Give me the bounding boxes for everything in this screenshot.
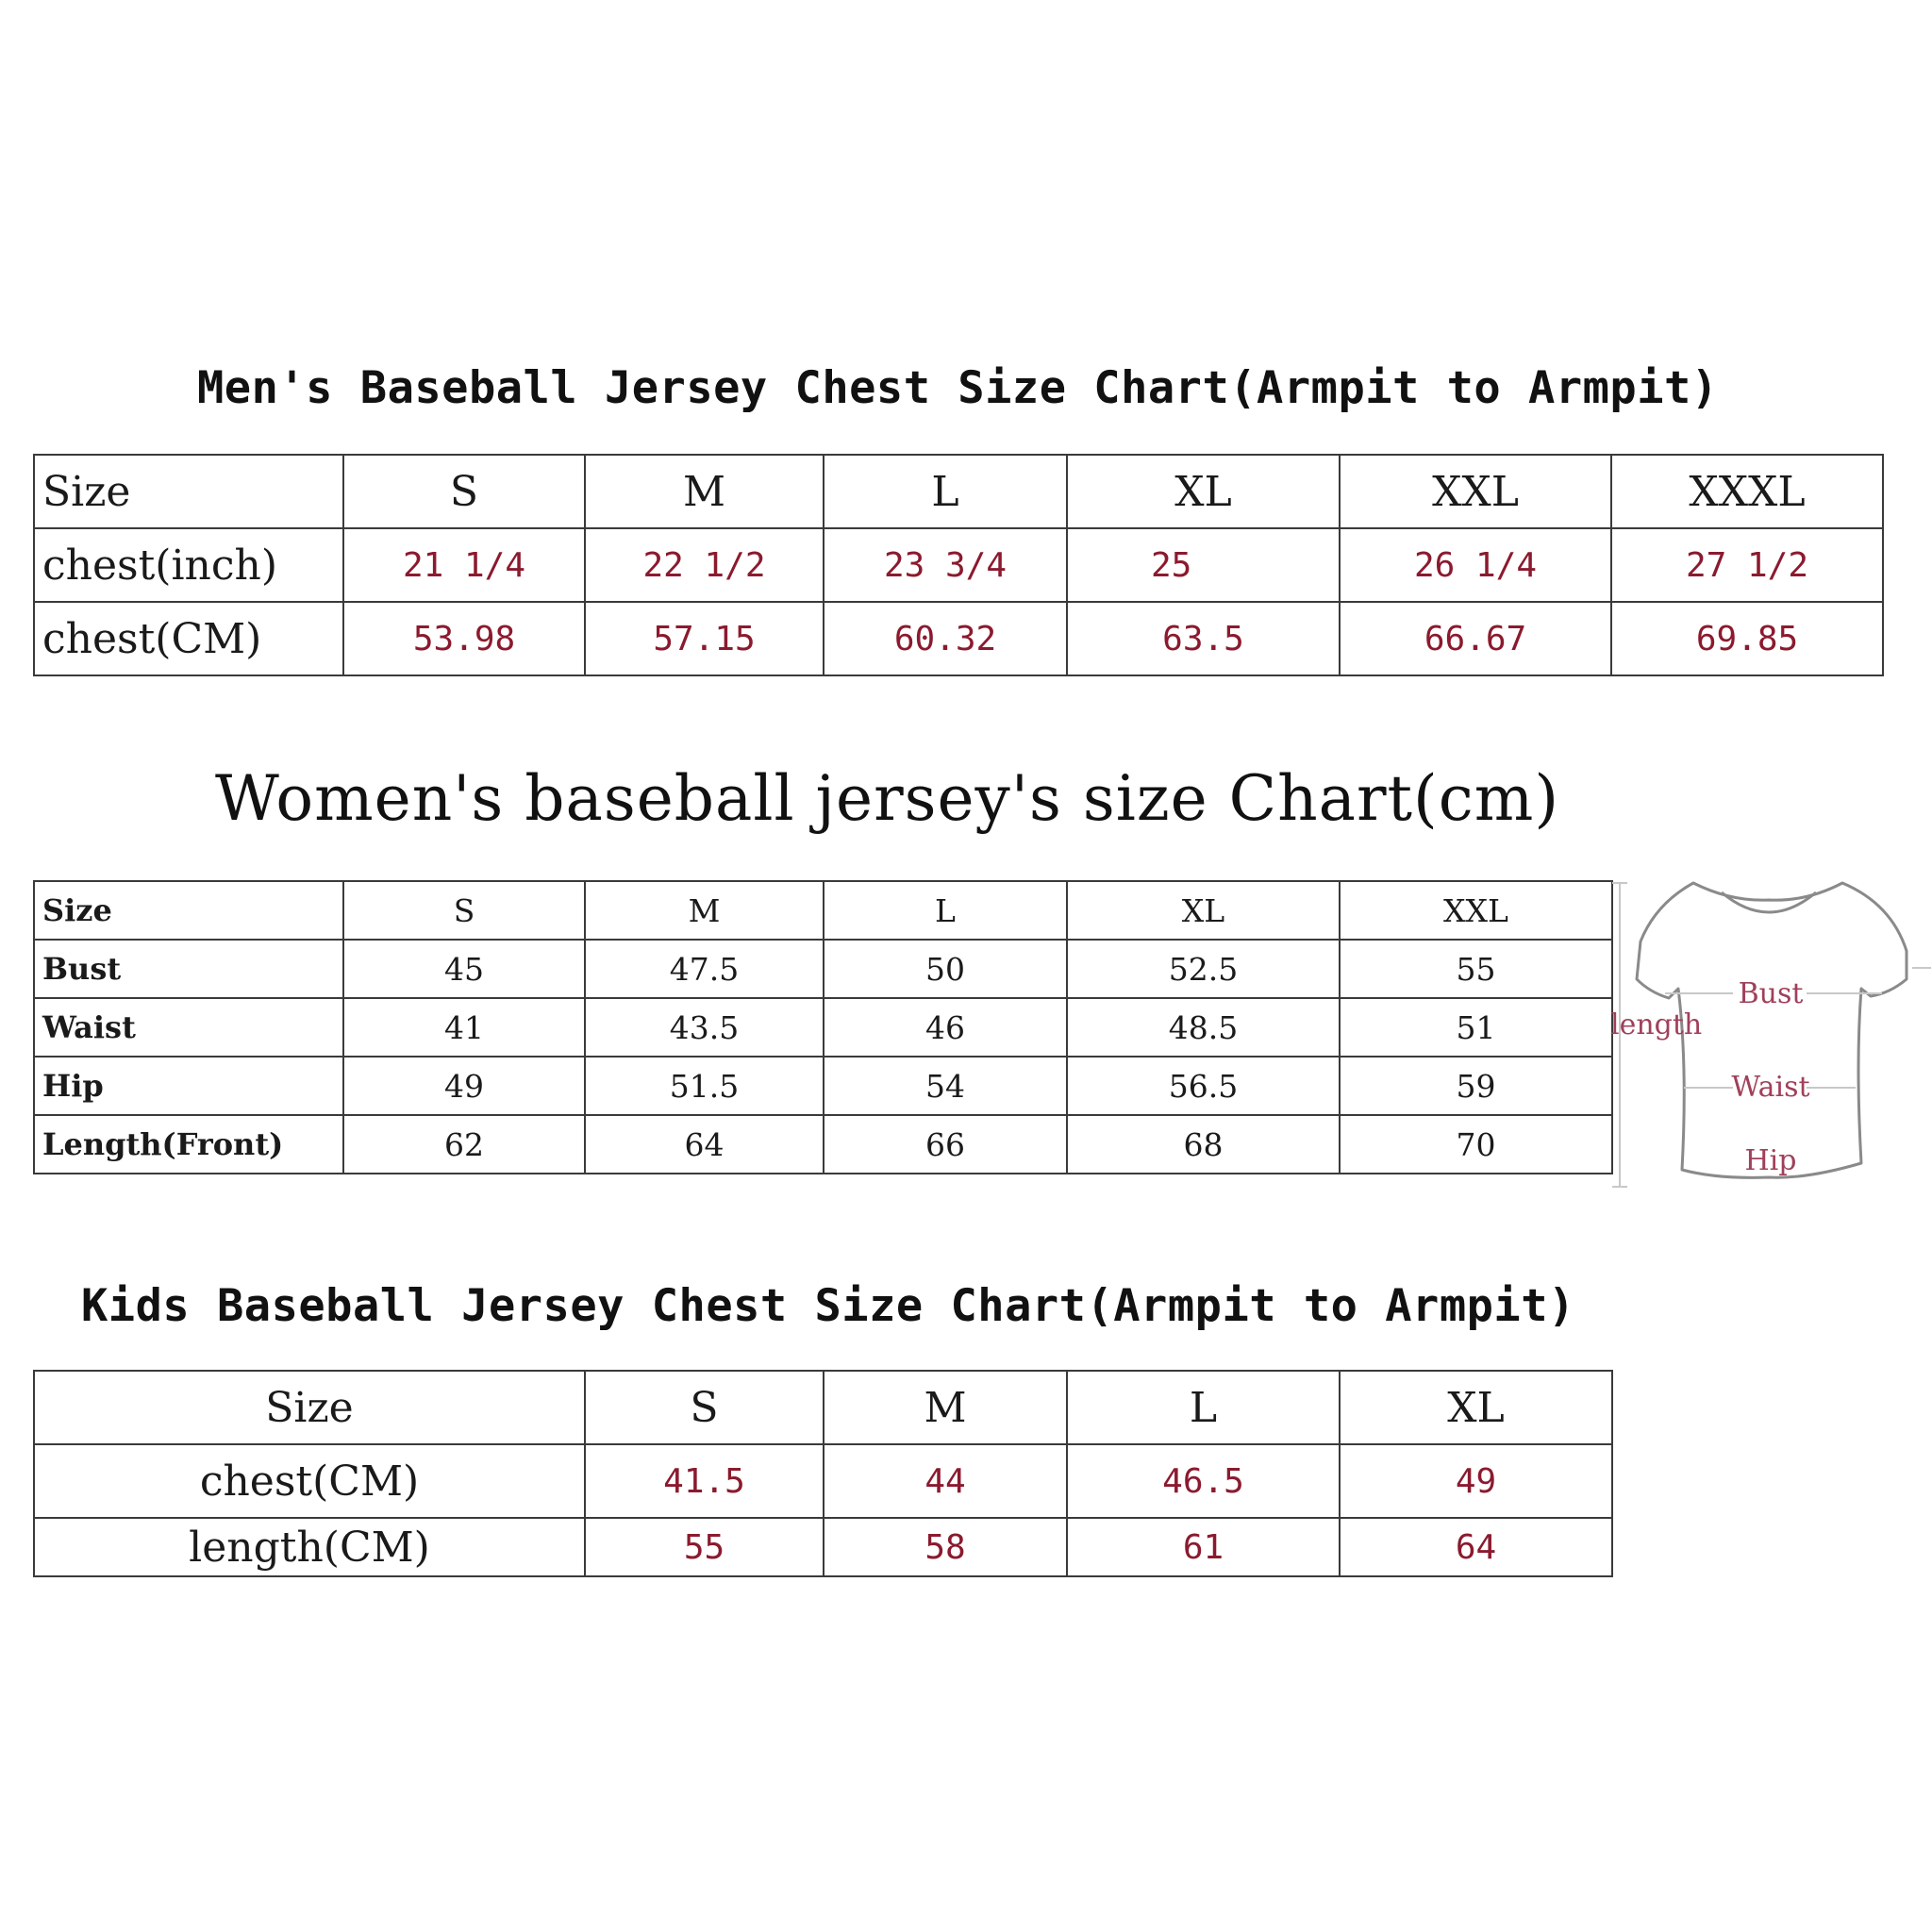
mens-chart-title: Men's Baseball Jersey Chest Size Chart(Armpit to Armpit)	[197, 362, 1719, 414]
length-label: length	[1610, 1008, 1703, 1041]
table-cell: 23 3/4	[824, 528, 1067, 602]
table-row	[34, 602, 1883, 675]
table-cell: 61	[1067, 1518, 1340, 1576]
table-cell: 62	[343, 1115, 585, 1174]
table-cell: 22 1/2	[585, 528, 824, 602]
row-label: Bust	[34, 940, 343, 998]
header-cell: XL	[1067, 455, 1340, 528]
womens-size-table	[33, 880, 1613, 1174]
table-cell: 56.5	[1067, 1057, 1340, 1115]
row-label: Waist	[34, 998, 343, 1057]
table-row	[34, 1518, 1612, 1576]
header-cell: XXL	[1340, 455, 1611, 528]
table-cell: 46.5	[1067, 1444, 1340, 1518]
row-label: chest(inch)	[34, 528, 343, 602]
header-cell: L	[824, 881, 1067, 940]
header-cell: XL	[1067, 881, 1340, 940]
womens-chart-title: Women's baseball jersey's size Chart(cm)	[215, 762, 1560, 835]
table-cell: 49	[1340, 1444, 1612, 1518]
header-cell: XXXL	[1611, 455, 1883, 528]
header-cell: M	[585, 455, 824, 528]
table-cell: 26 1/4	[1340, 528, 1611, 602]
table-cell: 51.5	[585, 1057, 824, 1115]
table-cell: 41	[343, 998, 585, 1057]
table-cell: 55	[585, 1518, 824, 1576]
waist-label: Waist	[1731, 1071, 1810, 1104]
table-cell: 48.5	[1067, 998, 1340, 1057]
table-cell: 45	[343, 940, 585, 998]
table-cell: 66	[824, 1115, 1067, 1174]
row-label: length(CM)	[34, 1518, 585, 1576]
table-cell: 25	[1067, 528, 1340, 602]
table-cell: 58	[824, 1518, 1067, 1576]
table-header-row	[34, 881, 1612, 940]
table-cell: 53.98	[343, 602, 585, 675]
table-cell: 49	[343, 1057, 585, 1115]
header-cell: S	[585, 1371, 824, 1444]
hip-label: Hip	[1744, 1144, 1797, 1177]
row-label: chest(CM)	[34, 1444, 585, 1518]
table-row	[34, 998, 1612, 1057]
table-cell: 55	[1340, 940, 1612, 998]
table-cell: 60.32	[824, 602, 1067, 675]
table-cell: 64	[1340, 1518, 1612, 1576]
header-cell: L	[824, 455, 1067, 528]
table-row	[34, 1444, 1612, 1518]
table-cell: 27 1/2	[1611, 528, 1883, 602]
table-cell: 51	[1340, 998, 1612, 1057]
table-cell: 59	[1340, 1057, 1612, 1115]
table-cell: 47.5	[585, 940, 824, 998]
row-label: chest(CM)	[34, 602, 343, 675]
table-row	[34, 940, 1612, 998]
shirt-measurement-diagram	[1608, 875, 1932, 1196]
header-cell: XL	[1340, 1371, 1612, 1444]
table-cell: 63.5	[1067, 602, 1340, 675]
kids-chart-title: Kids Baseball Jersey Chest Size Chart(Armpit to Armpit)	[81, 1280, 1575, 1332]
table-header-row	[34, 1371, 1612, 1444]
header-cell: S	[343, 881, 585, 940]
table-cell: 52.5	[1067, 940, 1340, 998]
table-row	[34, 1057, 1612, 1115]
table-row	[34, 1115, 1612, 1174]
kids-size-table	[33, 1370, 1613, 1577]
table-cell: 66.67	[1340, 602, 1611, 675]
table-cell: 46	[824, 998, 1067, 1057]
table-cell: 68	[1067, 1115, 1340, 1174]
table-cell: 43.5	[585, 998, 824, 1057]
header-cell: M	[824, 1371, 1067, 1444]
table-cell: 69.85	[1611, 602, 1883, 675]
header-cell: Size	[34, 1371, 585, 1444]
header-cell: S	[343, 455, 585, 528]
row-label: Length(Front)	[34, 1115, 343, 1174]
table-row	[34, 528, 1883, 602]
table-cell: 70	[1340, 1115, 1612, 1174]
table-cell: 41.5	[585, 1444, 824, 1518]
mens-size-table	[33, 454, 1884, 676]
table-cell: 44	[824, 1444, 1067, 1518]
table-header-row	[34, 455, 1883, 528]
table-cell: 57.15	[585, 602, 824, 675]
header-cell: M	[585, 881, 824, 940]
header-cell: XXL	[1340, 881, 1612, 940]
header-cell: L	[1067, 1371, 1340, 1444]
bust-label: Bust	[1738, 977, 1804, 1010]
table-cell: 21 1/4	[343, 528, 585, 602]
header-cell: Size	[34, 881, 343, 940]
header-cell: Size	[34, 455, 343, 528]
table-cell: 50	[824, 940, 1067, 998]
table-cell: 64	[585, 1115, 824, 1174]
row-label: Hip	[34, 1057, 343, 1115]
table-cell: 54	[824, 1057, 1067, 1115]
